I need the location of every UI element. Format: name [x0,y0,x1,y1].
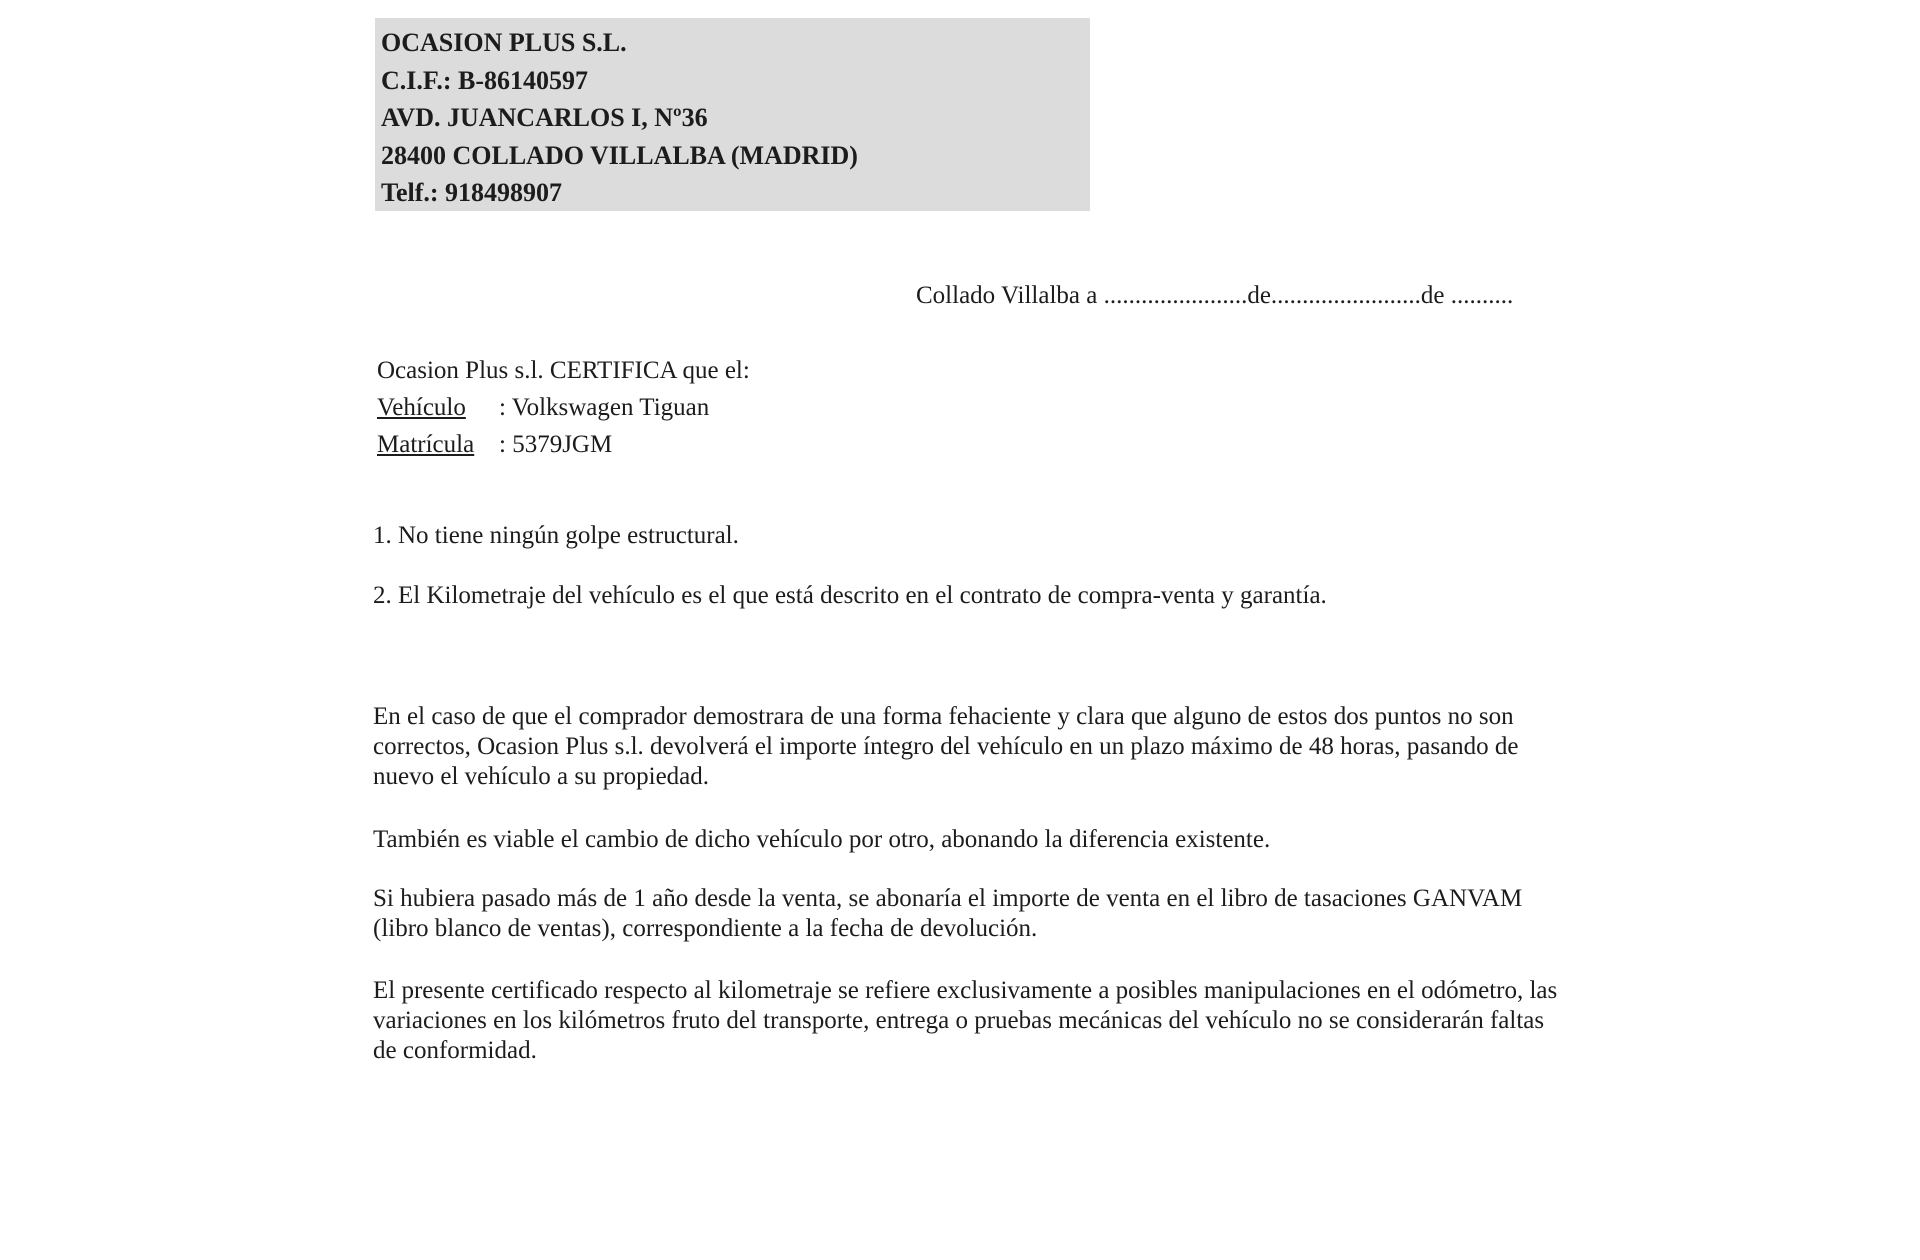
vehicle-row [377,389,750,426]
certificate-intro: Ocasion Plus s.l. CERTIFICA que el: [377,357,750,384]
paragraph-odometer: El presente certificado respecto al kilometraje se refiere exclusivamente a posibles manipulaciones en el odómetro, las variaciones en los kilómetros fruto del transporte, entrega o pruebas mecánicas del vehículo no se considerarán faltas de conformidad. [373,977,1558,1064]
company-address: AVD. JUANCARLOS I, Nº36 [381,103,708,132]
point-2: 2. El Kilometraje del vehículo es el que está descrito en el contrato de compra-venta y garantía. [373,582,1327,609]
company-city: 28400 COLLADO VILLALBA (MADRID) [381,140,858,170]
company-phone: Telf.: 918498907 [381,178,563,207]
paragraph-refund: En el caso de que el comprador demostrara de una forma fehaciente y clara que alguno de estos dos puntos no son correctos, Ocasion Plus s.l. devolverá el importe íntegro del vehículo en un plazo máximo de 48 horas, pasando de nuevo el vehículo a su propiedad. [373,703,1519,790]
vehicle-label: Vehículo [377,394,466,421]
point-1: 1. No tiene ningún golpe estructural. [373,522,739,549]
plate-label: Matrícula [377,431,475,458]
paragraph-ganvam: Si hubiera pasado más de 1 año desde la venta, se abonaría el importe de venta en el libro de tasaciones GANVAM (libro blanco de ventas), correspondiente a la fecha de devolución. [373,885,1523,942]
vehicle-value: : Volkswagen Tiguan [499,394,710,421]
date-line: Collado Villalba a .......................de........................de .......... [916,282,1514,309]
company-header [375,18,1090,211]
paragraph-exchange: También es viable el cambio de dicho vehículo por otro, abonando la diferencia existente. [373,826,1271,853]
plate-row [377,426,750,463]
company-name: OCASION PLUS S.L. [381,28,627,57]
plate-value: : 5379JGM [499,431,613,458]
certificate-block [377,352,750,463]
company-cif: C.I.F.: B-86140597 [381,65,589,95]
